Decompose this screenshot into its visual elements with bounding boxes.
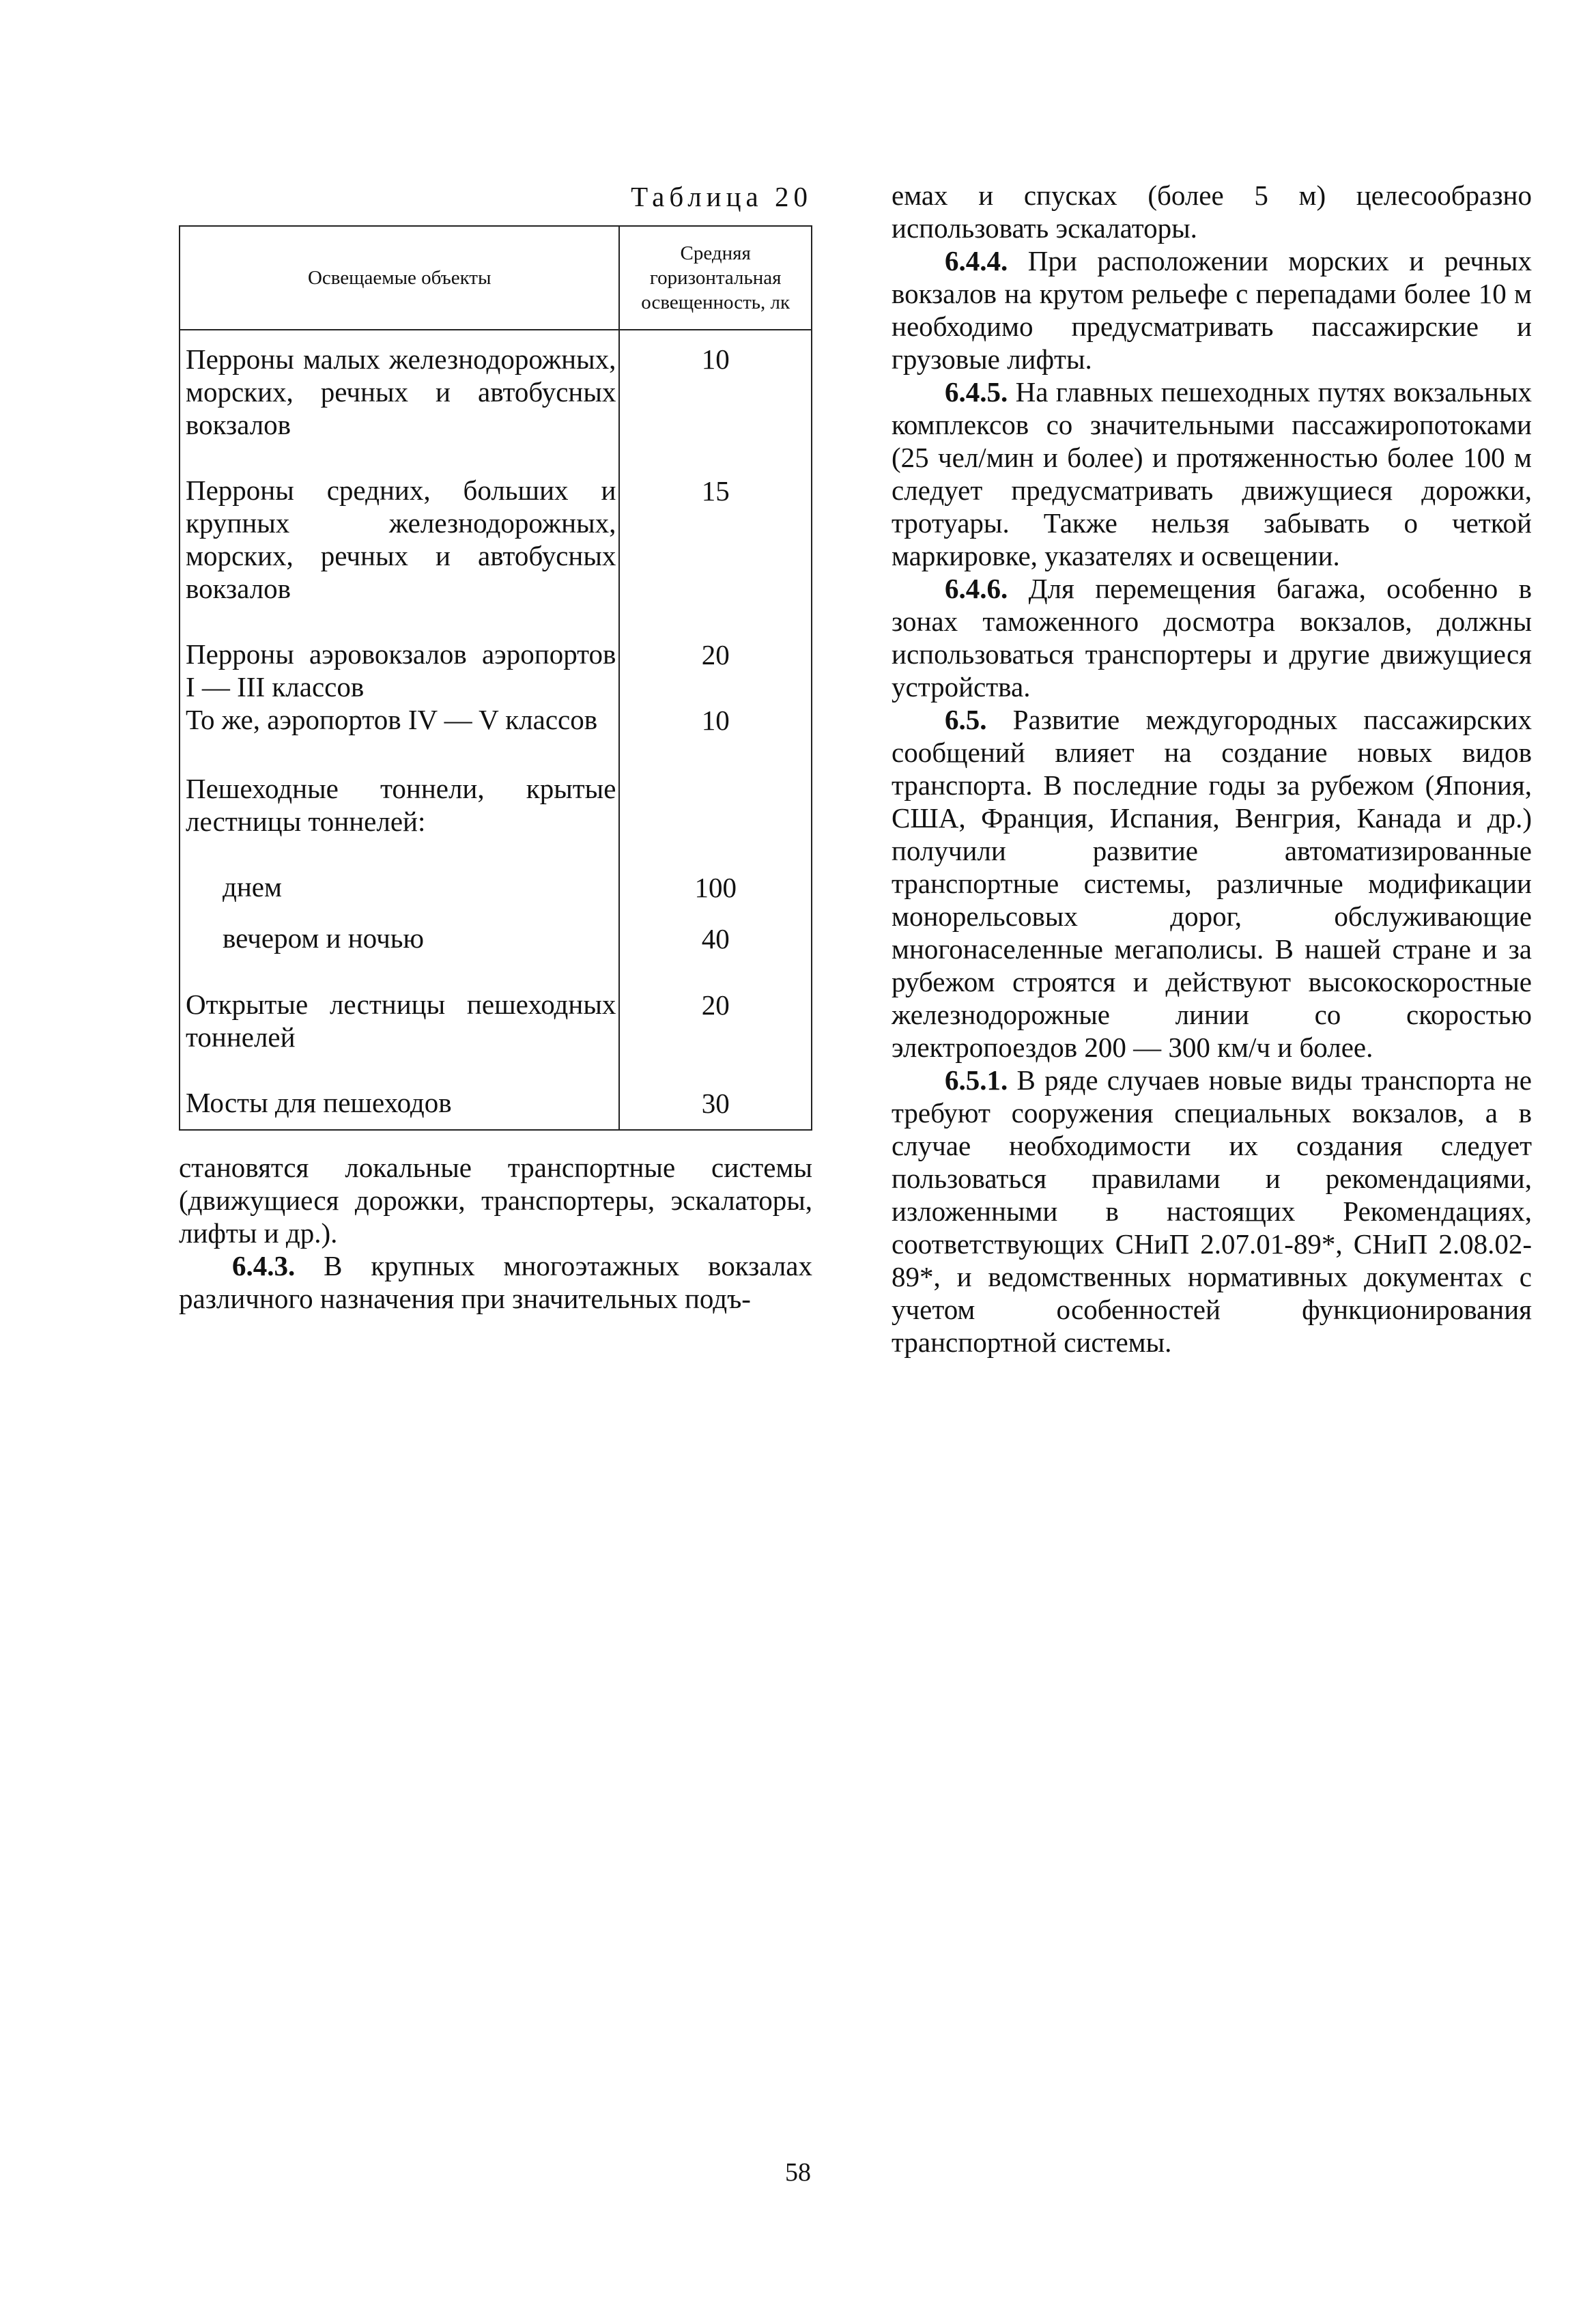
row-value: 20	[619, 988, 812, 1086]
left-column	[179, 179, 812, 1315]
table-row	[180, 988, 812, 1086]
table-row	[180, 638, 812, 703]
paragraph	[179, 1151, 812, 1249]
row-value: 40	[619, 922, 812, 988]
paragraph-number: 6.5.1.	[945, 1064, 1008, 1096]
paragraph-number: 6.4.4.	[945, 245, 1008, 277]
table-row	[180, 474, 812, 638]
table-row	[180, 330, 812, 474]
paragraph	[892, 244, 1532, 375]
row-object: Перроны аэровокзалов аэропортов I — III классов	[180, 638, 619, 703]
paragraph	[892, 703, 1532, 1064]
row-value: 10	[619, 330, 812, 474]
row-value: 20	[619, 638, 812, 703]
illumination-table	[179, 225, 812, 1131]
paragraph	[892, 1064, 1532, 1359]
paragraph-text: Для перемещения багажа, особенно в зонах таможенного досмотра вокзалов, должны использоваться транспортеры и другие движущиеся устройства.	[892, 573, 1532, 703]
paragraph	[892, 179, 1532, 244]
row-value	[619, 772, 812, 870]
left-text-block	[179, 1151, 812, 1315]
table-row	[180, 1086, 812, 1130]
paragraph	[892, 572, 1532, 703]
row-object: Мосты для пешеходов	[180, 1086, 619, 1130]
row-object: Перроны средних, больших и крупных железнодорожных, морских, речных и автобусных вокзалов	[180, 474, 619, 638]
paragraph	[179, 1249, 812, 1315]
paragraph-text: Развитие междугородных пассажирских сообщений влияет на создание новых видов транспорта. В последние годы за рубежом (Япония, США, Франция, Испания, Венгрия, Канада и др.) получили развитие автоматизированные транспортные системы, различные модификации монорельсовых дорог, обслуживающие многонаселенные мегаполисы. В нашей стране и за рубежом строятся и действуют высокоскоростные железнодорожные линии со скоростью электропоездов 200 — 300 км/ч и более.	[892, 704, 1532, 1063]
paragraph-text: становятся локальные транспортные системы (движущиеся дорожки, транспортеры, эскалаторы, лифты и др.).	[179, 1152, 812, 1249]
row-object: вечером и ночью	[180, 922, 619, 988]
row-object: Открытые лестницы пешеходных тоннелей	[180, 988, 619, 1086]
table-header-row	[180, 226, 812, 330]
table-row	[180, 772, 812, 870]
paragraph-text: В крупных многоэтажных вокзалах различного назначения при значительных подъ-	[179, 1250, 812, 1314]
table-row	[180, 922, 812, 988]
paragraph-text: емах и спусках (более 5 м) целесообразно использовать эскалаторы.	[892, 180, 1532, 244]
row-object: днем	[180, 870, 619, 922]
table-row	[180, 870, 812, 922]
paragraph-number: 6.5.	[945, 704, 987, 735]
paragraph-number: 6.4.6.	[945, 573, 1008, 604]
table-caption: Таблица 20	[631, 181, 812, 212]
paragraph-number: 6.4.5.	[945, 376, 1008, 408]
header-objects: Освещаемые объекты	[180, 226, 619, 330]
row-object: Пешеходные тоннели, крытые лестницы тоннелей:	[180, 772, 619, 870]
row-object: То же, аэропортов IV — V классов	[180, 703, 619, 772]
row-value: 30	[619, 1086, 812, 1130]
row-object: Перроны малых железнодорожных, морских, речных и автобусных вокзалов	[180, 330, 619, 474]
row-value: 100	[619, 870, 812, 922]
paragraph-text: В ряде случаев новые виды транспорта не требуют сооружения специальных вокзалов, а в случае необходимости их создания следует пользоваться правилами и рекомендациями, изложенными в настоящих Рекомендациях, соответствующих СНиП 2.07.01-89*, СНиП 2.08.02-89*, и ведомственных нормативных документах с учетом особенностей функционирования транспортной системы.	[892, 1064, 1532, 1358]
right-column	[892, 179, 1532, 1359]
paragraph-text: На главных пешеходных путях вокзальных комплексов со значительными пассажиропотоками (25 чел/мин и более) и протяженностью более 100 м следует предусматривать движущиеся дорожки, тротуары. Также нельзя забывать о четкой маркировке, указателях и освещении.	[892, 376, 1532, 571]
paragraph-number: 6.4.3.	[232, 1250, 296, 1281]
paragraph	[892, 375, 1532, 572]
page-number: 58	[785, 2158, 811, 2187]
paragraph-text: При расположении морских и речных вокзалов на крутом рельефе с перепадами более 10 м необходимо предусматривать пассажирские и грузовые лифты.	[892, 245, 1532, 375]
row-value: 10	[619, 703, 812, 772]
row-value: 15	[619, 474, 812, 638]
table-row	[180, 703, 812, 772]
header-illuminance: Средняя горизонтальная освещенность, лк	[619, 226, 812, 330]
